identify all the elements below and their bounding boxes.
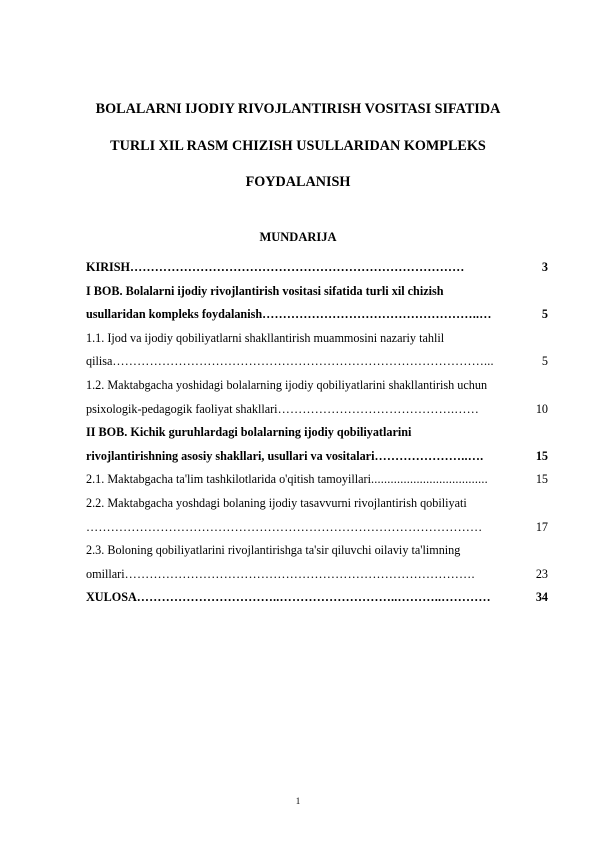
toc-entry xyxy=(86,256,548,280)
document-title xyxy=(60,91,536,201)
toc-entry xyxy=(86,327,548,351)
toc-entry-page: 15 xyxy=(535,448,548,463)
toc-entry-page: 17 xyxy=(535,519,548,534)
toc-entry xyxy=(86,492,548,516)
toc-entry xyxy=(86,350,548,374)
title-line-2: TURLI XIL RASM CHIZISH USULLARIDAN KOMPLEKS xyxy=(110,137,486,154)
toc-entry xyxy=(86,280,548,304)
toc-entry-leader: …………………………………….…… xyxy=(277,401,480,416)
title-line-1: BOLALARNI IJODIY RIVOJLANTIRISH VOSITASI SIFATIDA xyxy=(95,101,501,117)
toc-entry-text: 2.1. Maktabgacha ta'lim tashkilotlarida o'qitish tamoyillari xyxy=(86,472,371,487)
toc-entry-leader: ………………………………………………………………………………... xyxy=(112,354,494,369)
toc-entry xyxy=(86,563,548,587)
toc-entry-text: II BOB. Kichik guruhlardagi bolalarning ijodiy qobiliyatlarini xyxy=(86,425,412,440)
toc-entry-text: 1.1. Ijod va ijodiy qobiliyatlarni shakllantirish muammosini nazariy tahlil xyxy=(86,330,445,345)
toc-entry-leader: ……………………………………………………………………… xyxy=(130,260,465,274)
toc-entry-leader: ……………………………..………………………..………..………… xyxy=(136,590,491,605)
toc-entry-page: 15 xyxy=(535,472,548,487)
page-number: 1 xyxy=(295,796,301,806)
toc-entry-text: XULOSA xyxy=(86,590,137,605)
toc-entry xyxy=(86,445,548,469)
toc-entry-page: 10 xyxy=(535,401,548,416)
toc-entry xyxy=(86,468,548,492)
toc-entry xyxy=(86,516,548,540)
toc-entry-leader: …………………………………………………………………………. xyxy=(124,566,475,581)
toc-entry xyxy=(86,374,548,398)
table-of-contents xyxy=(86,256,548,610)
toc-entry-text: 1.2. Maktabgacha yoshidagi bolalarning ijodiy qobiliyatlarini shakllantirish uchun xyxy=(86,377,488,392)
toc-entry-text: qilisa xyxy=(86,354,113,369)
toc-entry-text: omillari xyxy=(86,566,125,581)
toc-entry-page: 23 xyxy=(535,566,548,581)
toc-entry-leader: …………………………………………………………………………………… xyxy=(86,519,483,534)
toc-entry-page: 5 xyxy=(541,354,548,369)
toc-entry-leader: .................................... xyxy=(370,472,488,487)
toc-entry-text: usullaridan kompleks foydalanish xyxy=(86,307,263,322)
toc-entry-text: rivojlantirishning asosiy shakllari, usullari va vositalari xyxy=(86,448,375,463)
toc-entry-page: 34 xyxy=(535,590,548,605)
toc-entry xyxy=(86,303,548,327)
toc-entry xyxy=(86,398,548,422)
toc-entry xyxy=(86,586,548,610)
toc-entry xyxy=(86,421,548,445)
toc-entry-page: 3 xyxy=(541,260,548,274)
toc-entry-text: psixologik-pedagogik faoliyat shakllari xyxy=(86,401,278,416)
toc-entry-page: 5 xyxy=(541,307,548,322)
toc-entry xyxy=(86,539,548,563)
toc-entry-leader: …………………..…. xyxy=(374,448,484,463)
toc-entry-text: KIRISH xyxy=(86,260,131,274)
toc-heading: MUNDARIJA xyxy=(259,230,337,244)
toc-entry-text: I BOB. Bolalarni ijodiy rivojlantirish vositasi sifatida turli xil chizish xyxy=(86,283,444,298)
toc-entry-text: 2.2. Maktabgacha yoshdagi bolaning ijodiy tasavvurni rivojlantirish qobiliyati xyxy=(86,495,467,510)
title-line-3: FOYDALANISH xyxy=(245,174,351,190)
toc-entry-leader: ……………………………………………..… xyxy=(262,307,492,322)
toc-entry-text: 2.3. Boloning qobiliyatlarini rivojlantirishga ta'sir qiluvchi oilaviy ta'limning xyxy=(86,543,461,558)
